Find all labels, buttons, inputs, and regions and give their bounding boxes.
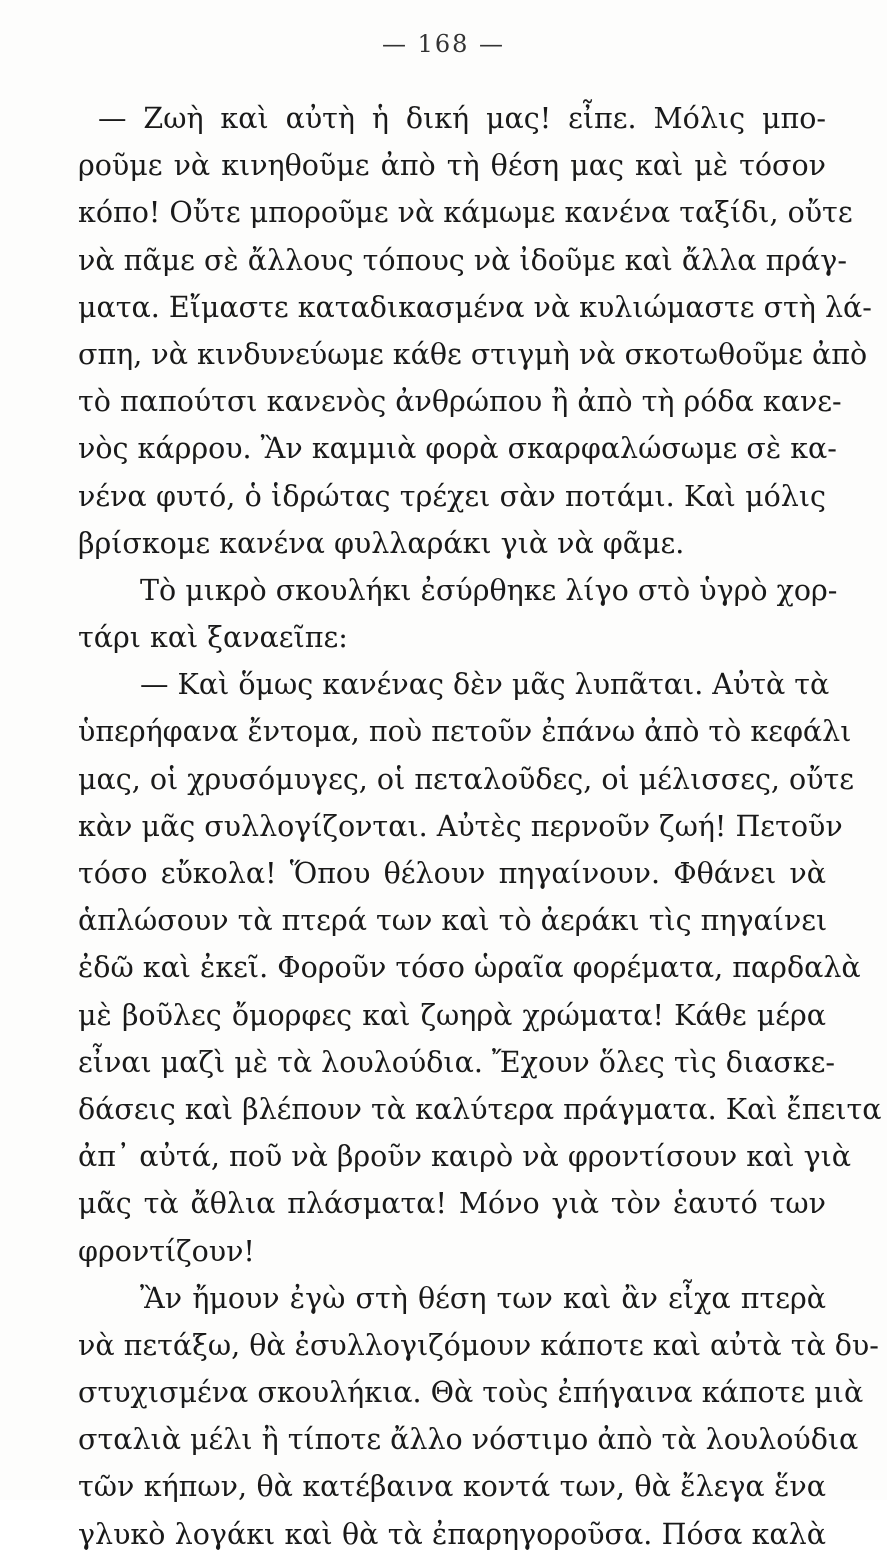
text-line: ὑπερήφανα ἔντομα, ποὺ πετοῦν ἐπάνω ἀπὸ τὸ κεφάλι bbox=[78, 715, 852, 749]
text-line: νένα φυτό, ὁ ἱδρώτας τρέχει σὰν ποτάμι. Καὶ μόλις bbox=[78, 479, 826, 513]
text-line: στυχισμένα σκουλήκια. Θὰ τοὺς ἐπήγαινα κάποτε μιὰ bbox=[78, 1376, 864, 1410]
text-line: τὸ παπούτσι κανενὸς ἀνθρώπου ἢ ἀπὸ τὴ ρόδα κανε- bbox=[78, 385, 842, 419]
text-line: ἐδῶ καὶ ἐκεῖ. Φοροῦν τόσο ὡραῖα φορέματα, παρδαλὰ bbox=[78, 951, 861, 985]
text-line: νὰ πᾶμε σὲ ἄλλους τόπους νὰ ἰδοῦμε καὶ ἄλλα πράγ- bbox=[78, 243, 847, 277]
text-line: κὰν μᾶς συλλογίζονται. Αὐτὲς περνοῦν ζωή! Πετοῦν bbox=[78, 809, 843, 843]
text-line: εἶναι μαζὶ μὲ τὰ λουλούδια. Ἔχουν ὅλες τὶς διασκε- bbox=[78, 1045, 836, 1079]
text-line: ἁπλώσουν τὰ πτερά των καὶ τὸ ἀεράκι τὶς πηγαίνει bbox=[78, 904, 828, 938]
text-line: Τὸ μικρὸ σκουλήκι ἐσύρθηκε λίγο στὸ ὑγρὸ χορ- bbox=[140, 573, 838, 607]
text-line: κόπο! Οὔτε μποροῦμε νὰ κάμωμε κανένα ταξίδι, οὔτε bbox=[78, 196, 853, 230]
text-line: νὸς κάρρου. Ἂν καμμιὰ φορὰ σκαρφαλώσωμε σὲ κα- bbox=[78, 432, 837, 466]
text-line: ροῦμε νὰ κινηθοῦμε ἀπὸ τὴ θέση μας καὶ μὲ τόσον bbox=[78, 149, 826, 183]
text-line: μὲ βοῦλες ὄμορφες καὶ ζωηρὰ χρώματα! Κάθε μέρα bbox=[78, 998, 826, 1032]
text-line: ἀπ᾽ αὐτά, ποῦ νὰ βροῦν καιρὸ νὰ φροντίσουν καὶ γιὰ bbox=[78, 1140, 852, 1174]
body-text bbox=[78, 95, 882, 1558]
text-line: νὰ πετάξω, θὰ ἐσυλλογιζόμουν κάποτε καὶ αὐτὰ τὰ δυ- bbox=[78, 1328, 879, 1362]
text-line: τόσο εὔκολα! Ὅπου θέλουν πηγαίνουν. Φθάνει νὰ bbox=[78, 857, 826, 890]
text-line: ματα. Εἴμαστε καταδικασμένα νὰ κυλιώμαστε στὴ λά- bbox=[78, 290, 872, 324]
text-line: μας, οἱ χρυσόμυγες, οἱ πεταλοῦδες, οἱ μέλισσες, οὔτε bbox=[78, 762, 855, 796]
text-line: — Ζωὴ καὶ αὐτὴ ἡ δική μας! εἶπε. Μόλις μπο- bbox=[98, 102, 826, 135]
page-number: — 168 — bbox=[381, 30, 506, 58]
text-line: τῶν κήπων, θὰ κατέβαινα κοντά των, θὰ ἔλεγα ἕνα bbox=[78, 1470, 826, 1504]
text-line: σταλιὰ μέλι ἢ τίποτε ἄλλο νόστιμο ἀπὸ τὰ λουλούδια bbox=[78, 1423, 859, 1457]
text-line: σπη, νὰ κινδυνεύωμε κάθε στιγμὴ νὰ σκοτωθοῦμε ἀπὸ bbox=[78, 337, 868, 371]
text-line: γλυκὸ λογάκι καὶ θὰ τὰ ἐπαρηγοροῦσα. Πόσα καλὰ bbox=[78, 1517, 826, 1551]
text-line: Ἂν ἤμουν ἐγὼ στὴ θέση των καὶ ἂν εἶχα πτερὰ bbox=[140, 1281, 826, 1315]
text-line: δάσεις καὶ βλέπουν τὰ καλύτερα πράγματα. Καὶ ἔπειτα bbox=[78, 1092, 882, 1126]
text-line: τάρι καὶ ξαναεῖπε: bbox=[78, 621, 348, 655]
text-line: — Καὶ ὅμως κανένας δὲν μᾶς λυπᾶται. Αὐτὰ τὰ bbox=[140, 668, 830, 702]
text-line: βρίσκομε κανένα φυλλαράκι γιὰ νὰ φᾶμε. bbox=[78, 526, 685, 560]
text-line: φροντίζουν! bbox=[78, 1234, 255, 1268]
text-line: μᾶς τὰ ἄθλια πλάσματα! Μόνο γιὰ τὸν ἑαυτό των bbox=[78, 1187, 826, 1221]
